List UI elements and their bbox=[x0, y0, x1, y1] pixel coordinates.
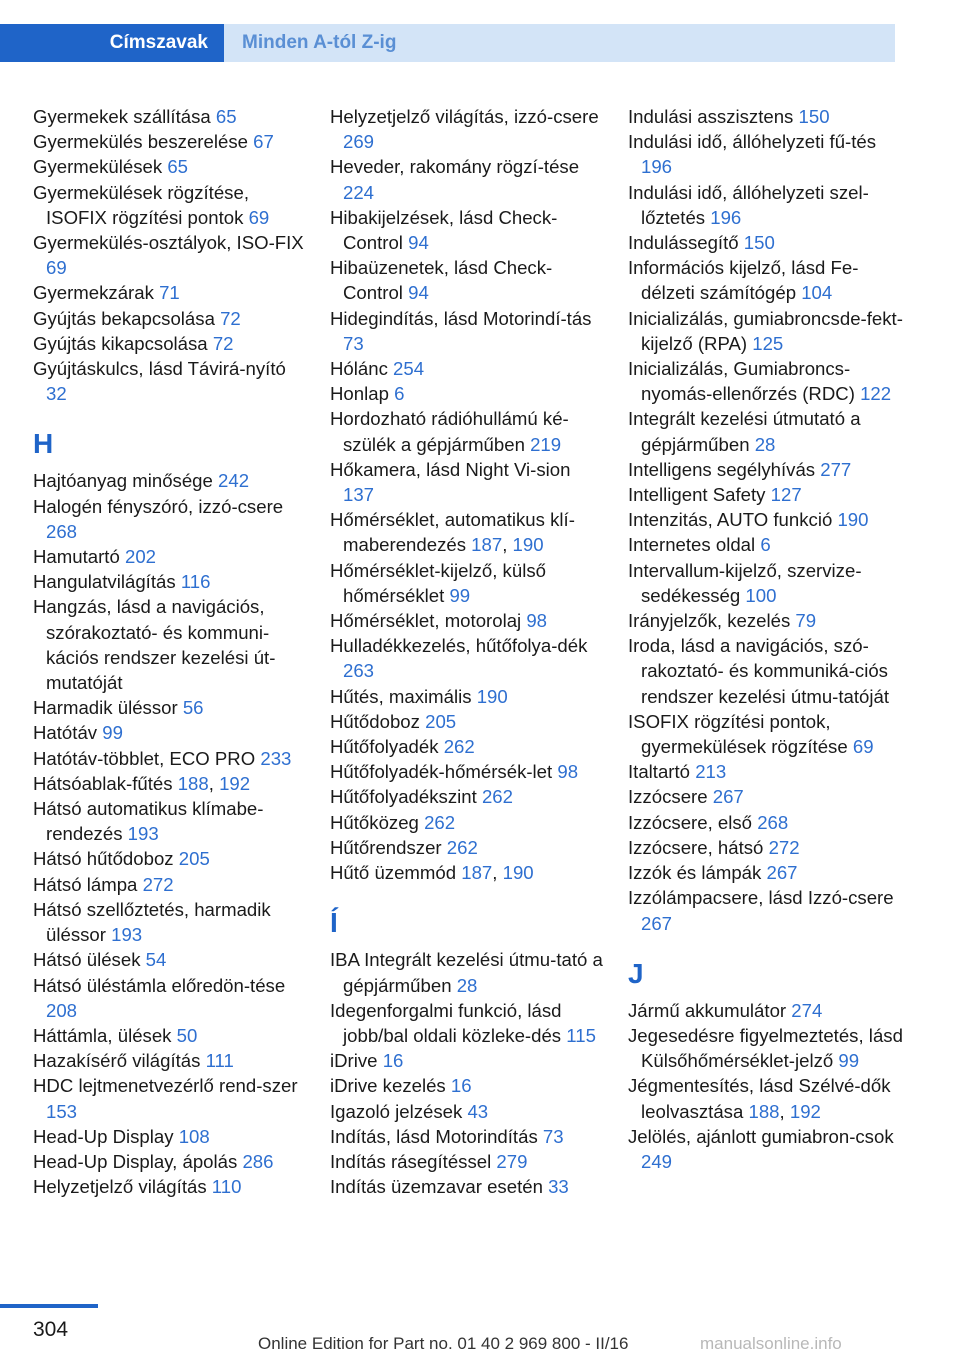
page-link[interactable]: 277 bbox=[820, 458, 852, 480]
index-entry bbox=[33, 872, 308, 897]
index-entry bbox=[33, 1174, 308, 1199]
index-entry bbox=[33, 356, 308, 406]
entry-term: Indítás rásegítéssel bbox=[330, 1150, 497, 1172]
page-link[interactable]: 6 bbox=[760, 534, 771, 556]
index-entry bbox=[330, 860, 605, 885]
index-entry bbox=[628, 558, 908, 608]
index-entry bbox=[628, 255, 908, 305]
entry-term: Intelligent Safety bbox=[628, 484, 771, 506]
page-link[interactable]: 205 bbox=[425, 710, 457, 732]
page-link[interactable]: 99 bbox=[449, 584, 471, 606]
page-separator: , bbox=[492, 862, 503, 884]
page-link[interactable]: 208 bbox=[46, 999, 78, 1021]
index-entry bbox=[33, 1048, 308, 1073]
entry-term: Gyermekülés-osztályok, ISO-FIX bbox=[33, 232, 304, 254]
entry-term: Hátsó hűtődoboz bbox=[33, 848, 179, 870]
page-separator: , bbox=[779, 1100, 790, 1122]
index-entry bbox=[628, 810, 908, 835]
page-link[interactable]: 262 bbox=[481, 786, 513, 808]
tab-a-to-z[interactable]: Minden A-tól Z-ig bbox=[224, 24, 895, 62]
entry-term: Hulladékkezelés, hűtőfolya-dék bbox=[330, 635, 588, 657]
index-entry bbox=[33, 104, 308, 129]
section-letter: Í bbox=[330, 907, 338, 939]
page-link[interactable]: 108 bbox=[178, 1125, 210, 1147]
page-link[interactable]: 193 bbox=[127, 823, 159, 845]
page-link[interactable]: 150 bbox=[743, 232, 775, 254]
page-link[interactable]: 54 bbox=[145, 949, 167, 971]
entry-term: Hátsó szellőztetés, harmadik üléssor bbox=[33, 898, 271, 946]
index-entry bbox=[628, 608, 908, 633]
index-entry bbox=[628, 1124, 908, 1174]
entry-term: Hibaüzenetek, lásd Check-Control bbox=[330, 257, 553, 304]
index-entry bbox=[628, 1023, 908, 1073]
index-entry bbox=[628, 507, 908, 532]
page-link[interactable]: 99 bbox=[838, 1050, 860, 1072]
index-entry bbox=[33, 468, 308, 493]
page-link[interactable]: 190 bbox=[502, 862, 534, 884]
page-link[interactable]: 153 bbox=[46, 1100, 78, 1122]
index-entry bbox=[330, 1048, 605, 1073]
entry-term: Hőmérséklet, motorolaj bbox=[330, 610, 527, 632]
entry-term: Hangulatvilágítás bbox=[33, 571, 181, 593]
page-link[interactable]: 111 bbox=[205, 1050, 234, 1072]
section-gap bbox=[330, 885, 605, 897]
entry-term: Jegesedésre figyelmeztetés, lásd Külsőhőmérséklet-jelző bbox=[628, 1024, 903, 1072]
page-link[interactable]: 254 bbox=[393, 358, 425, 380]
entry-term: Izzók és lámpák bbox=[628, 862, 767, 884]
index-column-3 bbox=[628, 104, 908, 1174]
entry-term: Gyújtás kikapcsolása bbox=[33, 332, 213, 354]
page-link[interactable]: 16 bbox=[450, 1075, 472, 1097]
page-link[interactable]: 43 bbox=[467, 1100, 489, 1122]
entry-term: Hőkamera, lásd Night Vi-sion bbox=[330, 458, 571, 480]
index-entry bbox=[33, 846, 308, 871]
page-link[interactable]: 272 bbox=[768, 836, 800, 858]
page-link[interactable]: 192 bbox=[789, 1100, 821, 1122]
entry-term: Heveder, rakomány rögzí-tése bbox=[330, 156, 580, 178]
entry-term: Hibakijelzések, lásd Check-Control bbox=[330, 206, 558, 254]
page-link[interactable]: 249 bbox=[641, 1150, 673, 1172]
entry-term: Hűtés, maximális bbox=[330, 685, 477, 707]
page-link[interactable]: 274 bbox=[791, 999, 823, 1021]
index-entry bbox=[33, 897, 308, 947]
entry-term: Hűtőfolyadékszint bbox=[330, 786, 482, 808]
index-entry bbox=[628, 709, 908, 759]
index-entry bbox=[628, 482, 908, 507]
page-link[interactable]: 94 bbox=[408, 232, 429, 254]
page-link[interactable]: 72 bbox=[212, 332, 234, 354]
page-link[interactable]: 122 bbox=[860, 383, 892, 405]
page-link[interactable]: 94 bbox=[408, 282, 429, 304]
page-link[interactable]: 137 bbox=[343, 484, 375, 506]
index-entry bbox=[330, 457, 605, 507]
index-entry bbox=[628, 633, 908, 709]
entry-term: Helyzetjelző világítás bbox=[33, 1176, 212, 1198]
watermark: manualsonline.info bbox=[700, 1334, 842, 1353]
entry-term: Indulási idő, állóhelyzeti fű-tés bbox=[628, 131, 877, 153]
entry-term: Helyzetjelző világítás, izzó-csere bbox=[330, 106, 599, 127]
page-link[interactable]: 69 bbox=[248, 206, 270, 228]
page-link[interactable]: 224 bbox=[343, 181, 375, 203]
page-link[interactable]: 192 bbox=[219, 772, 251, 794]
page-number: 304 bbox=[33, 1318, 69, 1341]
index-entry bbox=[628, 998, 908, 1023]
index-entry bbox=[628, 885, 908, 935]
index-entry bbox=[628, 860, 908, 885]
page-link[interactable]: 262 bbox=[446, 836, 478, 858]
page-number-bar bbox=[0, 1304, 98, 1308]
index-entry bbox=[330, 1149, 605, 1174]
page-link[interactable]: 188 bbox=[748, 1100, 780, 1122]
entry-term: Hátsó ülések bbox=[33, 949, 146, 971]
page-link[interactable]: 79 bbox=[795, 610, 817, 632]
page-link[interactable]: 187 bbox=[461, 862, 493, 884]
index-entry bbox=[330, 684, 605, 709]
index-entry bbox=[330, 507, 605, 557]
entry-term: Hűtődoboz bbox=[330, 710, 426, 732]
page-link[interactable]: 279 bbox=[496, 1150, 528, 1172]
entry-term: Hatótáv-többlet, ECO PRO bbox=[33, 747, 261, 769]
index-entry bbox=[33, 1124, 308, 1149]
entry-term: Indulási idő, állóhelyzeti szel-lőztetés bbox=[628, 181, 869, 228]
index-entry bbox=[33, 306, 308, 331]
index-entry bbox=[330, 998, 605, 1048]
index-entry bbox=[330, 406, 605, 456]
index-entry bbox=[330, 255, 605, 305]
page-link[interactable]: 110 bbox=[211, 1176, 242, 1198]
index-entry bbox=[33, 594, 308, 695]
index-entry bbox=[330, 633, 605, 683]
page-link[interactable]: 99 bbox=[102, 722, 123, 744]
index-entry bbox=[628, 104, 908, 129]
index-entry bbox=[33, 544, 308, 569]
entry-term: iDrive bbox=[330, 1050, 383, 1072]
index-entry bbox=[628, 406, 908, 456]
entry-term: Hőmérséklet, automatikus klí-maberendezés bbox=[330, 509, 575, 556]
page-link[interactable]: 116 bbox=[180, 571, 211, 593]
index-entry bbox=[330, 835, 605, 860]
entry-term: Hátsó üléstámla előredön-tése bbox=[33, 974, 286, 996]
index-entry bbox=[33, 771, 308, 796]
entry-term: IBA Integrált kezelési útmu-tató a gépjárműben bbox=[330, 949, 603, 996]
index-entry bbox=[330, 947, 605, 997]
entry-term: Hidegindítás, lásd Motorindí-tás bbox=[330, 307, 592, 329]
page-link[interactable]: 219 bbox=[530, 433, 562, 455]
page-separator: , bbox=[208, 772, 220, 794]
entry-term: Intervallum-kijelző, szervize-sedékesség bbox=[628, 559, 862, 606]
index-entry bbox=[628, 759, 908, 784]
index-entry bbox=[33, 154, 308, 179]
index-entry bbox=[33, 695, 308, 720]
page-link[interactable]: 56 bbox=[182, 697, 204, 719]
index-column-2 bbox=[330, 104, 605, 1199]
entry-term: Hólánc bbox=[330, 358, 394, 380]
entry-term: Gyermekek szállítása bbox=[33, 106, 216, 127]
page-link[interactable]: 190 bbox=[512, 534, 544, 556]
entry-term: Gyermekzárak bbox=[33, 282, 160, 304]
entry-term: Inicializálás, gumiabroncsde-fekt-kijelző (RPA) bbox=[628, 307, 903, 354]
entry-term: Hűtőrendszer bbox=[330, 836, 447, 858]
entry-term: Intenzitás, AUTO funkció bbox=[628, 509, 838, 531]
page-link[interactable]: 272 bbox=[142, 873, 174, 895]
page-link[interactable]: 73 bbox=[343, 332, 364, 354]
index-entry bbox=[330, 784, 605, 809]
page-link[interactable]: 71 bbox=[159, 282, 180, 304]
entry-term: Hordozható rádióhullámú ké-szülék a gépjárműben bbox=[330, 408, 569, 455]
page-link[interactable]: 202 bbox=[124, 546, 157, 568]
page-link[interactable]: 262 bbox=[424, 811, 456, 833]
page-link[interactable]: 98 bbox=[557, 761, 579, 783]
page-link[interactable]: 98 bbox=[526, 610, 548, 632]
index-entry bbox=[330, 306, 605, 356]
page-link[interactable]: 267 bbox=[766, 862, 798, 884]
entry-term: Integrált kezelési útmutató a gépjárműben bbox=[628, 408, 861, 455]
page-link[interactable]: 269 bbox=[343, 131, 375, 153]
entry-term: Honlap bbox=[330, 383, 395, 405]
index-entry bbox=[33, 1023, 308, 1048]
page-link[interactable]: 268 bbox=[757, 811, 789, 833]
index-entry bbox=[330, 1124, 605, 1149]
index-entry bbox=[330, 381, 605, 406]
page-link[interactable]: 115 bbox=[566, 1024, 596, 1046]
entry-term: Hamutartó bbox=[33, 546, 125, 568]
page-link[interactable]: 233 bbox=[260, 747, 292, 769]
tab-keywords[interactable]: Címszavak bbox=[0, 24, 224, 62]
index-entry bbox=[330, 734, 605, 759]
section-letter: J bbox=[628, 957, 644, 989]
page-link[interactable]: 267 bbox=[641, 912, 673, 934]
entry-term: Harmadik üléssor bbox=[33, 697, 183, 719]
index-entry bbox=[33, 494, 308, 544]
page-link[interactable]: 268 bbox=[46, 520, 78, 542]
index-entry bbox=[33, 973, 308, 1023]
page-link[interactable]: 286 bbox=[242, 1150, 274, 1172]
page-link[interactable]: 196 bbox=[641, 156, 673, 178]
entry-term: Gyermekülések bbox=[33, 156, 168, 178]
page-link[interactable]: 267 bbox=[712, 786, 744, 808]
page-link[interactable]: 28 bbox=[456, 974, 478, 996]
entry-term: Izzócsere, hátsó bbox=[628, 836, 769, 858]
page-link[interactable]: 50 bbox=[176, 1024, 198, 1046]
index-entry bbox=[628, 457, 908, 482]
entry-term: Italtartó bbox=[628, 761, 696, 783]
page-link[interactable]: 190 bbox=[837, 509, 869, 531]
entry-term: Gyermekülés beszerelése bbox=[33, 131, 254, 153]
index-entry bbox=[330, 1073, 605, 1098]
entry-term: Hűtőfolyadék bbox=[330, 736, 444, 758]
page-link[interactable]: 150 bbox=[798, 106, 830, 127]
index-entry bbox=[628, 180, 908, 230]
page-link[interactable]: 187 bbox=[471, 534, 503, 556]
index-entry bbox=[33, 796, 308, 846]
index-entry bbox=[330, 558, 605, 608]
entry-term: Indítás, lásd Motorindítás bbox=[330, 1125, 543, 1147]
entry-term: Iroda, lásd a navigációs, szó-rakoztató- és kommuniká-ciós rendszer kezelési útmu-tatóját bbox=[628, 635, 890, 707]
index-entry bbox=[33, 280, 308, 305]
index-entry bbox=[330, 759, 605, 784]
index-entry bbox=[33, 230, 308, 280]
index-entry bbox=[628, 532, 908, 557]
index-entry bbox=[330, 810, 605, 835]
index-entry bbox=[33, 331, 308, 356]
page-link[interactable]: 100 bbox=[745, 584, 777, 606]
entry-term: Internetes oldal bbox=[628, 534, 761, 556]
page-link[interactable]: 125 bbox=[752, 332, 784, 354]
page-link[interactable]: 104 bbox=[801, 282, 833, 304]
entry-term: Hatótáv bbox=[33, 722, 103, 744]
index-entry bbox=[330, 608, 605, 633]
index-entry bbox=[33, 1149, 308, 1174]
index-entry bbox=[628, 129, 908, 179]
entry-term: Intelligens segélyhívás bbox=[628, 458, 821, 480]
entry-term: Jármű akkumulátor bbox=[628, 999, 792, 1021]
entry-term: Hajtóanyag minősége bbox=[33, 470, 219, 492]
page-link[interactable]: 69 bbox=[852, 736, 874, 758]
page-link[interactable]: 6 bbox=[394, 383, 405, 405]
entry-term: Háttámla, ülések bbox=[33, 1024, 177, 1046]
index-column-1 bbox=[33, 104, 308, 1199]
entry-term: ISOFIX rögzítési pontok, gyermekülések rögzítése bbox=[628, 710, 853, 758]
page-link[interactable]: 262 bbox=[443, 736, 475, 758]
page-link[interactable]: 72 bbox=[220, 307, 241, 329]
page-link[interactable]: 69 bbox=[46, 257, 67, 279]
page-link[interactable]: 190 bbox=[476, 685, 508, 707]
section-gap bbox=[628, 936, 908, 948]
index-entry bbox=[628, 356, 908, 406]
index-entry bbox=[33, 947, 308, 972]
index-entry bbox=[330, 1174, 605, 1199]
entry-term: Inicializálás, Gumiabroncs-nyomás-ellenőrzés (RDC) bbox=[628, 358, 861, 405]
index-entry bbox=[330, 205, 605, 255]
index-entry bbox=[330, 356, 605, 381]
page-link[interactable]: 205 bbox=[178, 848, 210, 870]
entry-term: Hűtőfolyadék-hőmérsék-let bbox=[330, 761, 558, 783]
page-link[interactable]: 28 bbox=[754, 433, 776, 455]
entry-term: Halogén fényszóró, izzó-csere bbox=[33, 495, 284, 517]
entry-term: Hátsóablak-fűtés bbox=[33, 772, 178, 794]
entry-term: Irányjelzők, kezelés bbox=[628, 610, 796, 632]
entry-term: Információs kijelző, lásd Fe-délzeti számítógép bbox=[628, 257, 859, 304]
page-link[interactable]: 127 bbox=[770, 484, 802, 506]
section-gap bbox=[33, 406, 308, 418]
entry-term: Izzócsere bbox=[628, 786, 713, 808]
index-entry bbox=[33, 180, 308, 230]
tab-bar bbox=[0, 24, 895, 62]
page-link[interactable]: 65 bbox=[215, 106, 237, 127]
page-link[interactable]: 213 bbox=[695, 761, 727, 783]
page-link[interactable]: 67 bbox=[253, 131, 274, 153]
entry-term: Head-Up Display bbox=[33, 1125, 179, 1147]
index-entry bbox=[33, 720, 308, 745]
index-entry bbox=[330, 104, 605, 154]
index-entry bbox=[33, 1073, 308, 1123]
index-entry bbox=[628, 1073, 908, 1123]
index-entry bbox=[628, 784, 908, 809]
index-entry bbox=[33, 569, 308, 594]
entry-term: Izzócsere, első bbox=[628, 811, 758, 833]
entry-term: Hazakísérő világítás bbox=[33, 1050, 206, 1072]
index-entry bbox=[33, 746, 308, 771]
entry-term: Hőmérséklet-kijelző, külső hőmérséklet bbox=[330, 559, 546, 606]
entry-term: Indítás üzemzavar esetén bbox=[330, 1176, 549, 1198]
section-letter: H bbox=[33, 428, 54, 460]
index-entry bbox=[33, 129, 308, 154]
page-link[interactable]: 32 bbox=[46, 383, 67, 405]
entry-term: Hűtő üzemmód bbox=[330, 862, 462, 884]
entry-term: Jégmentesítés, lásd Szélvé-dők leolvasztása bbox=[628, 1075, 891, 1122]
entry-term: iDrive kezelés bbox=[330, 1075, 451, 1097]
page-link[interactable]: 193 bbox=[111, 924, 143, 946]
index-entry bbox=[628, 230, 908, 255]
index-entry bbox=[628, 306, 908, 356]
entry-term: Hangzás, lásd a navigációs, szórakoztató- és kommuni-kációs rendszer kezelési út-mutatóját bbox=[33, 596, 276, 694]
entry-term: Gyermekülések rögzítése, ISOFIX rögzítési pontok bbox=[33, 181, 249, 228]
page-separator: , bbox=[502, 534, 513, 556]
page-link[interactable]: 16 bbox=[382, 1050, 404, 1072]
index-entry bbox=[330, 709, 605, 734]
page-link[interactable]: 33 bbox=[548, 1176, 569, 1198]
page-link[interactable]: 188 bbox=[177, 772, 209, 794]
entry-term: Indulássegítő bbox=[628, 232, 744, 254]
entry-term: Izzólámpacsere, lásd Izzó-csere bbox=[628, 887, 894, 909]
entry-term: Hűtőközeg bbox=[330, 811, 425, 833]
entry-term: Igazoló jelzések bbox=[330, 1100, 468, 1122]
entry-term: Hátsó lámpa bbox=[33, 873, 143, 895]
edition-footer: Online Edition for Part no. 01 40 2 969 800 - II/16 bbox=[258, 1334, 629, 1353]
entry-term: Hátsó automatikus klímabe-rendezés bbox=[33, 798, 264, 845]
page-link[interactable]: 263 bbox=[343, 660, 375, 682]
entry-term: Jelölés, ajánlott gumiabron-csok bbox=[628, 1125, 894, 1147]
page-link[interactable]: 65 bbox=[167, 156, 189, 178]
page-link[interactable]: 196 bbox=[710, 206, 742, 228]
page-link[interactable]: 242 bbox=[218, 470, 250, 492]
index-entry bbox=[330, 154, 605, 204]
entry-term: Head-Up Display, ápolás bbox=[33, 1150, 243, 1172]
entry-term: Indulási asszisztens bbox=[628, 106, 799, 127]
page-link[interactable]: 73 bbox=[542, 1125, 564, 1147]
entry-term: Idegenforgalmi funkció, lásd jobb/bal oldali közleke-dés bbox=[330, 999, 567, 1046]
entry-term: Gyújtáskulcs, lásd Távirá-nyító bbox=[33, 358, 286, 380]
index-entry bbox=[628, 835, 908, 860]
entry-term: HDC lejtmenetvezérlő rend-szer bbox=[33, 1075, 298, 1097]
index-entry bbox=[330, 1099, 605, 1124]
entry-term: Gyújtás bekapcsolása bbox=[33, 307, 221, 329]
